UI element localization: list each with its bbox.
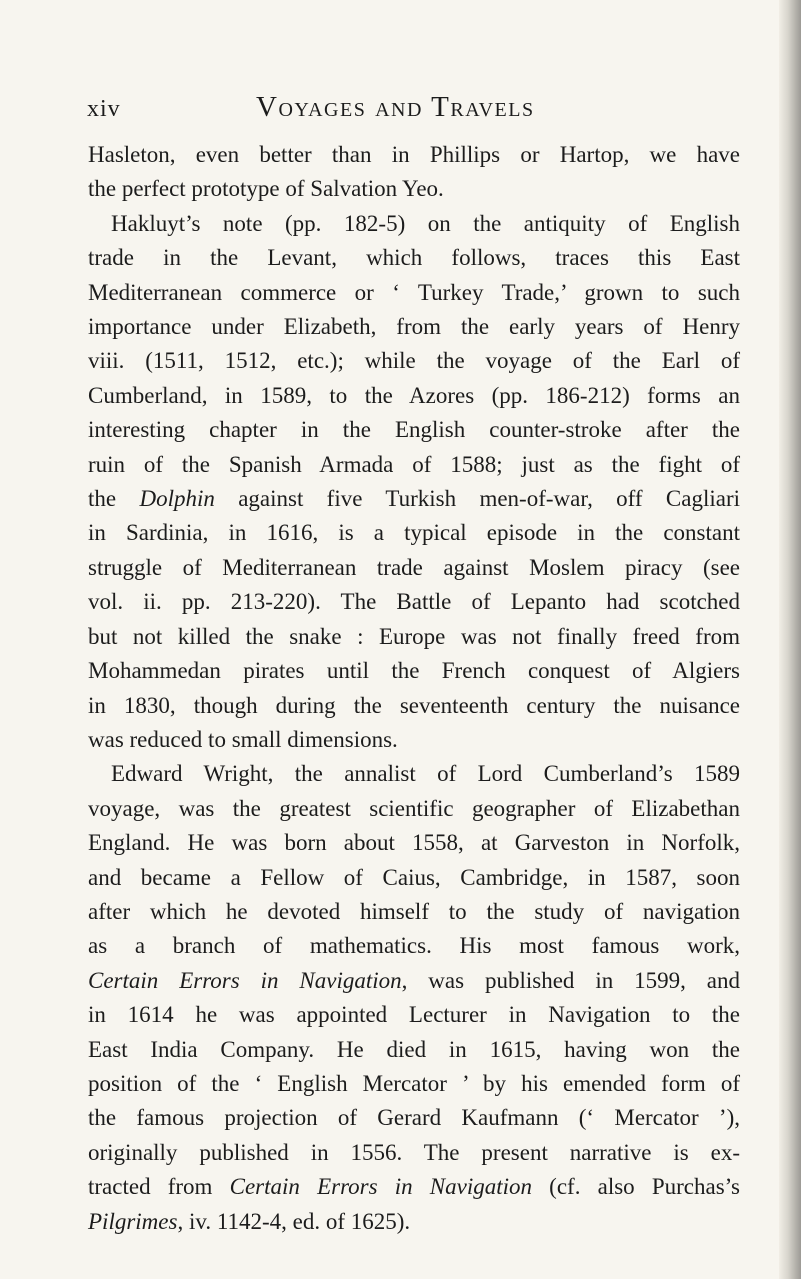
text-line: struggle of Mediterranean trade against Moslem piracy (see (88, 554, 740, 580)
text-line: trade in the Levant, which follows, traces this East (88, 245, 740, 271)
book-title-certain-errors: Certain Errors in Navigation (229, 1174, 533, 1200)
text-line (88, 1170, 740, 1204)
text-line: vol. ii. pp. 213-220). The Battle of Lepanto had scotched (88, 589, 740, 615)
text-line: Mediterranean commerce or ‘ Turkey Trade,’ grown to such (88, 279, 740, 305)
text-line: in 1614 he was appointed Lecturer in Navigation to the (88, 1002, 740, 1028)
text-line (88, 1205, 740, 1239)
ship-name-dolphin: Dolphin (139, 486, 215, 512)
text-fragment: , iv. 1142-4, ed. of 1625). (177, 1208, 411, 1234)
text-line: viii. (1511, 1512, etc.); while the voyage of the Earl of (88, 348, 740, 374)
text-line: and became a Fellow of Caius, Cambridge, in 1587, soon (88, 864, 740, 890)
text-line: East India Company. He died in 1615, having won the (88, 1036, 740, 1062)
text-line: originally published in 1556. The present narrative is ex- (88, 1139, 740, 1165)
text-fragment: , was published in 1599, and (401, 967, 740, 993)
text-line: the perfect prototype of Salvation Yeo. (88, 176, 444, 202)
page-number: xiv (87, 96, 121, 122)
text-line: in Sardinia, in 1616, is a typical episode in the constant (88, 520, 740, 546)
text-line (88, 964, 740, 998)
text-line: was reduced to small dimensions. (88, 726, 398, 752)
book-title-pilgrimes: Pilgrimes (88, 1208, 178, 1234)
body-text (88, 138, 740, 1239)
text-line: Cumberland, in 1589, to the Azores (pp. 186-212) forms an (88, 382, 740, 408)
text-line: but not killed the snake : Europe was not finally freed from (88, 623, 740, 649)
text-fragment: (cf. also Purchas’s (532, 1174, 740, 1200)
text-line: after which he devoted himself to the study of navigation (88, 898, 740, 924)
text-line: ruin of the Spanish Armada of 1588; just as the fight of (88, 451, 740, 477)
text-line: as a branch of mathematics. His most famous work, (88, 933, 740, 959)
text-line: position of the ‘ English Mercator ’ by his emended form of (88, 1070, 740, 1096)
text-fragment: against five Turkish men-of-war, off Cagliari (238, 486, 740, 512)
text-line: voyage, was the greatest scientific geographer of Elizabethan (88, 795, 740, 821)
running-head: Voyages and Travels (256, 91, 535, 123)
text-line: England. He was born about 1558, at Garveston in Norfolk, (88, 830, 740, 856)
text-line: importance under Elizabeth, from the early years of Henry (88, 314, 740, 340)
text-line: the famous projection of Gerard Kaufmann (‘ Mercator ’), (88, 1105, 740, 1131)
text-line: interesting chapter in the English counter-stroke after the (88, 417, 740, 443)
text-line: in 1830, though during the seventeenth century the nuisance (88, 692, 740, 718)
text-fragment: tracted from (88, 1174, 213, 1200)
text-line: Edward Wright, the annalist of Lord Cumberland’s 1589 (111, 761, 740, 787)
book-title-certain-errors: Certain Errors in Navigation (88, 967, 402, 993)
text-line: Hasleton, even better than in Phillips or Hartop, we have (88, 142, 740, 167)
page-gutter-shadow (779, 0, 801, 1279)
text-line (88, 482, 740, 516)
text-line: Hakluyt’s note (pp. 182-5) on the antiquity of English (111, 210, 740, 236)
text-line: Mohammedan pirates until the French conquest of Algiers (88, 658, 740, 684)
text-fragment: the (88, 486, 140, 512)
